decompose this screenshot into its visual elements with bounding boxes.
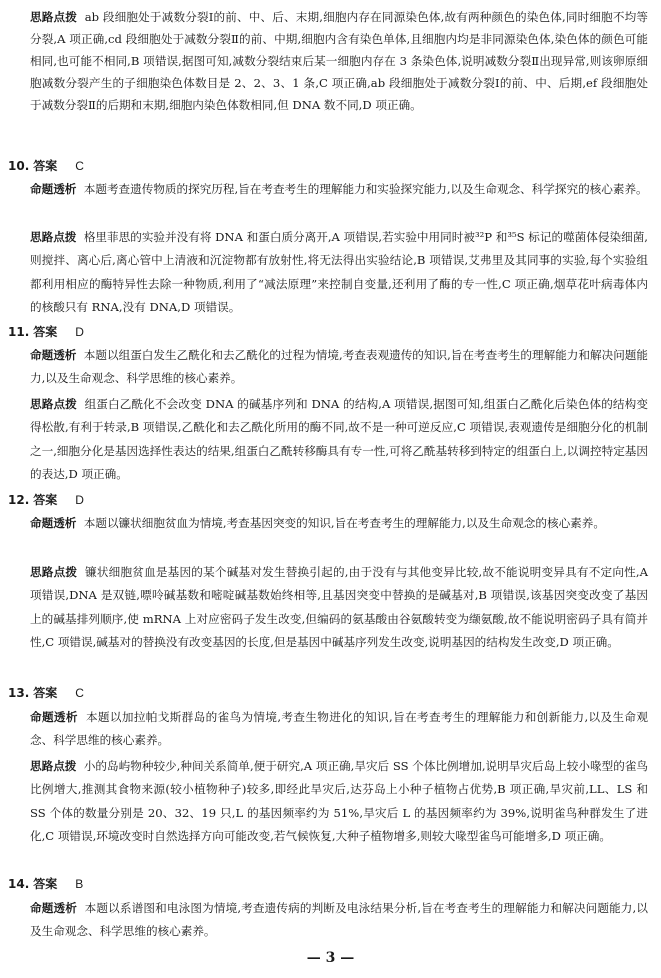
answer-label: 答案 (33, 686, 58, 700)
prev-analysis-paragraph (30, 6, 648, 116)
intent-text: 本题以系谱图和电泳图为情境,考查遗传病的判断及电泳结果分析,旨在考查考生的理解能力和解决问题能力,以及生命观念、科学思维的核心素养。 (30, 901, 648, 939)
answer-value: D (75, 493, 84, 507)
answer-14 (8, 874, 83, 894)
analysis-label: 思路点拨 (30, 10, 78, 24)
intent-label: 命题透析 (30, 516, 77, 530)
intent-text: 本题以组蛋白发生乙酰化和去乙酰化的过程为情境,考查表观遗传的知识,旨在考查考生的理解能力和解决问题能力,以及生命观念、科学思维的核心素养。 (30, 348, 648, 386)
q-number: 13. (8, 686, 30, 700)
answer-12 (8, 490, 84, 510)
intent-text: 本题以镰状细胞贫血为情境,考查基因突变的知识,旨在考查考生的理解能力,以及生命观念的核心素养。 (83, 516, 605, 530)
q14-intent (30, 897, 648, 944)
intent-label: 命题透析 (30, 182, 77, 196)
answer-value: C (75, 159, 84, 173)
answer-11 (8, 322, 84, 342)
answer-value: B (75, 877, 84, 891)
intent-text: 本题考查遗传物质的探究历程,旨在考查考生的理解能力和实验探究能力,以及生命观念、科学探究的核心素养。 (83, 182, 648, 196)
analysis-text: 镰状细胞贫血是基因的某个碱基对发生替换引起的,由于没有与其他变异比较,故不能说明变异具有不定向性,A 项错误,DNA 是双链,嘌呤碱基数和嘧啶碱基数始终相等,且基因突变中替换的是碱基对,B 项错误,该基因突变改变了基因上的碱基排列顺序,使 mRNA 上对应密码子发生改变,但编码的氨基酸由谷氨酸转变为缬氨酸,故不能说明密码子具有简并性,C 项错误,碱基对的替换没有改变基因的长度,但是基因中碱基序列发生改变,说明基因的结构发生改变,D 项正确。 (30, 565, 648, 650)
analysis-text: 格里菲思的实验并没有将 DNA 和蛋白质分离开,A 项错误,若实验中用同时被³²P 和³⁵S 标记的噬菌体侵染细菌,则搅拌、离心后,离心管中上清液和沉淀物都有放射性,将无法得出实验结论,B 项错误,艾弗里及其同事的实验,每个实验组都利用相应的酶特异性去除一种物质,利用了“减法原理”来控制自变量,还利用了酶的专一性,C 项正确,烟草花叶病毒体内的核酸只有 RNA,没有 DNA,D 项错误。 (30, 230, 648, 315)
q-number: 12. (8, 493, 30, 507)
answer-label: 答案 (33, 877, 58, 891)
q13-intent (30, 706, 648, 753)
analysis-label: 思路点拨 (30, 565, 78, 579)
analysis-label: 思路点拨 (30, 397, 77, 411)
intent-text: 本题以加拉帕戈斯群岛的雀鸟为情境,考查生物进化的知识,旨在考查考生的理解能力和创新能力,以及生命观念、科学思维的核心素养。 (30, 710, 648, 748)
answer-10 (8, 156, 84, 176)
answer-13 (8, 683, 84, 703)
q10-intent (30, 178, 648, 201)
q11-analysis (30, 393, 648, 487)
answer-label: 答案 (33, 159, 58, 173)
intent-label: 命题透析 (30, 901, 77, 915)
analysis-label: 思路点拨 (30, 230, 77, 244)
q-number: 10. (8, 159, 30, 173)
intent-label: 命题透析 (30, 710, 78, 724)
q10-analysis (30, 226, 648, 320)
answer-label: 答案 (33, 325, 58, 339)
analysis-text: 小的岛屿物种较少,种间关系简单,便于研究,A 项正确,旱灾后 SS 个体比例增加,说明旱灾后岛上较小喙型的雀鸟比例增大,推测其食物来源(较小植物种子)较多,即经此旱灾后,达芬岛上小种子植物占优势,B 项正确,旱灾前,LL、LS 和 SS 个体的数量分别是 20、32、19 只,L 的基因频率约为 51%,旱灾后 L 的基因频率约为 39%,说明雀鸟种群发生了进化,C 项错误,环境改变时自然选择方向可能改变,若气候恢复,大种子植物增多,则较大喙型雀鸟可能增多,D 项正确。 (30, 759, 648, 844)
answer-value: C (75, 686, 84, 700)
analysis-text: 组蛋白乙酰化不会改变 DNA 的碱基序列和 DNA 的结构,A 项错误,据图可知,组蛋白乙酰化后染色体的结构变得松散,有利于转录,B 项错误,乙酰化和去乙酰化所用的酶不同,故不是一种可逆反应,C 项错误,表观遗传是细胞分化的机制之一,细胞分化是基因选择性表达的结果,组蛋白乙酰转移酶具有专一性,可将乙酰基转移到特定的组蛋白上,以调控特定基因的表达,D 项正确。 (30, 397, 648, 482)
q12-intent (30, 512, 648, 535)
q13-analysis (30, 755, 648, 849)
page-number: — 3 — (306, 950, 355, 966)
q12-analysis (30, 561, 648, 655)
q-number: 14. (8, 877, 30, 891)
analysis-text: ab 段细胞处于减数分裂Ⅰ的前、中、后、末期,细胞内存在同源染色体,故有两种颜色的染色体,同时细胞不均等分裂,A 项正确,cd 段细胞处于减数分裂Ⅱ的前、中期,细胞内含有染色单体,且细胞内均是非同源染色体,染色体的颜色可能相同,也可能不相同,B 项错误,据图可知,减数分裂结束后某一细胞内存在 3 条染色体,说明减数分裂Ⅱ出现异常,则该卵原细胞减数分裂产生的子细胞染色体数目是 2、2、3、1 条,C 项正确,ab 段细胞处于减数分裂Ⅰ的前、中、后期,ef 段细胞处于减数分裂Ⅱ的后期和末期,细胞内染色体数相同,但 DNA 数不同,D 项正确。 (30, 10, 648, 112)
q-number: 11. (8, 325, 30, 339)
analysis-label: 思路点拨 (30, 759, 77, 773)
intent-label: 命题透析 (30, 348, 77, 362)
answer-value: D (75, 325, 84, 339)
answer-label: 答案 (33, 493, 58, 507)
q11-intent (30, 344, 648, 391)
